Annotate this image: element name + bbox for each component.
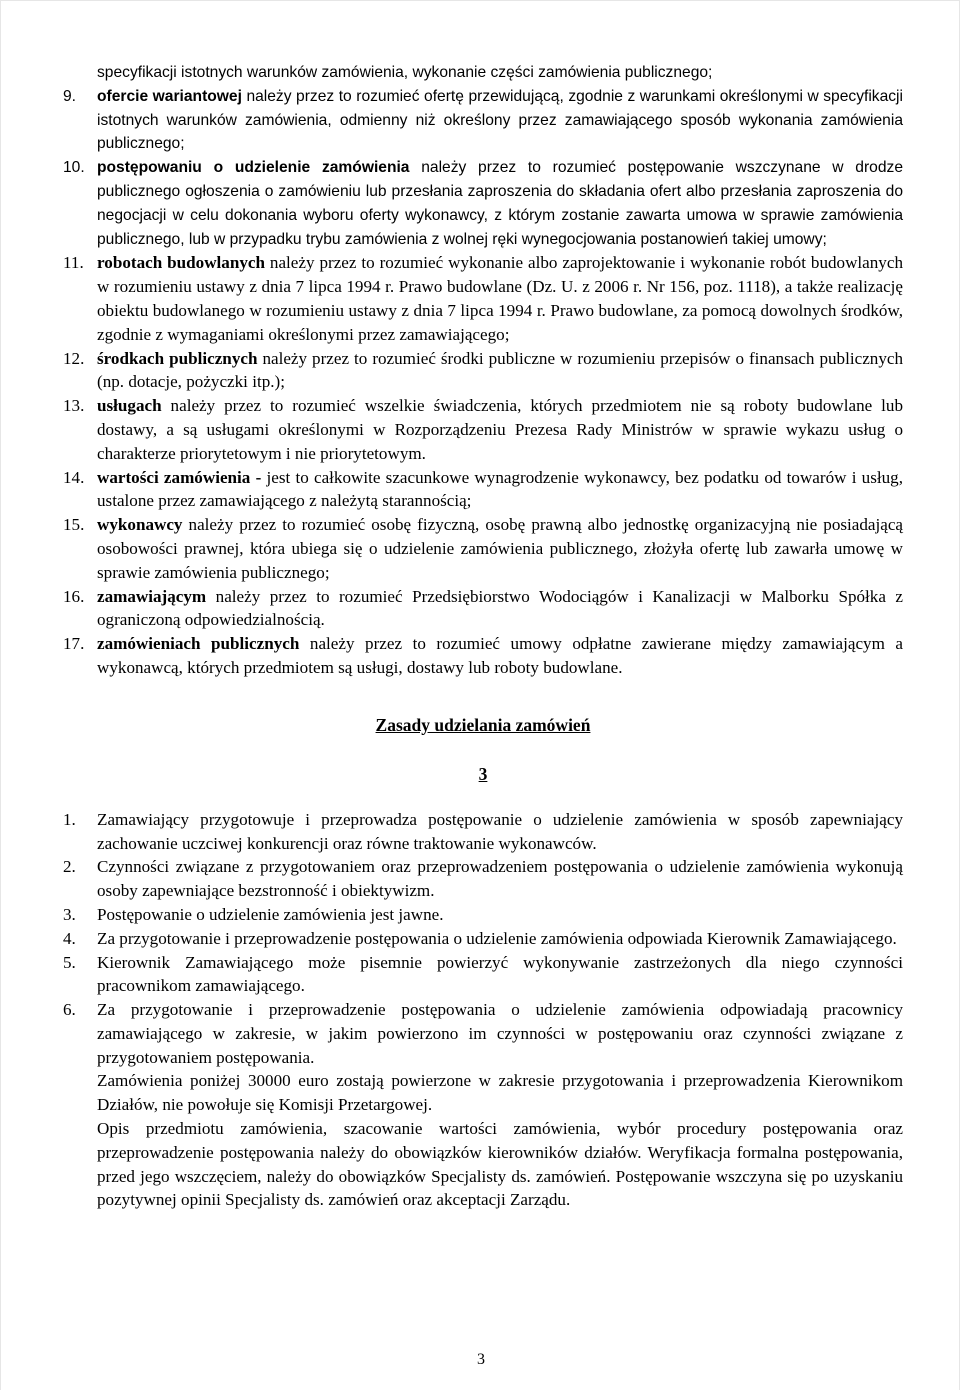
definition-item: 16. zamawiającym należy przez to rozumieć Przedsiębiorstwo Wodociągów i Kanalizacji w Malborku Spółka z ograniczoną odpowiedzialnością.: [63, 586, 903, 630]
rule-item: 4. Za przygotowanie i przeprowadzenie postępowania o udzielenie zamówienia odpowiada Kierownik Zamawiającego.: [63, 927, 903, 951]
definition-item: 9. ofercie wariantowej należy przez to rozumieć ofertę przewidującą, zgodnie z warunkami określonymi w specyfikacji istotnych warunków zamówienia, odmienny niż określony przez zamawiającego sposób wykonania zamówienia publicznego;: [63, 85, 903, 156]
rule-item: 2. Czynności związane z przygotowaniem oraz przeprowadzeniem postępowania o udzielenie zamówienia wykonują osoby zapewniające bezstronność i obiektywizm.: [63, 857, 903, 901]
page-number: 3: [477, 1351, 485, 1368]
defined-term: ofercie wariantowej: [97, 87, 242, 105]
definitions-list: [63, 61, 903, 680]
defined-term: robotach budowlanych: [97, 253, 265, 273]
defined-term: zamówieniach publicznych: [97, 634, 300, 654]
item-number: 16.: [63, 586, 85, 606]
item-number: 2.: [63, 857, 76, 877]
definition-item: 14. wartości zamówienia - jest to całkowite szacunkowe wynagrodzenie wykonawcy, bez podatku od towarów i usług, ustalone przez zamawiającego z należytą starannością;: [63, 467, 903, 511]
item-number: 10.: [63, 159, 85, 177]
rule-item: 1. Zamawiający przygotowuje i przeprowadza postępowanie o udzielenie zamówienia w sposób zapewniający zachowanie uczciwej konkurencji oraz równe traktowanie wykonawców.: [63, 809, 903, 853]
defined-term: usługach: [97, 396, 162, 416]
rule-item: 3. Postępowanie o udzielenie zamówienia jest jawne.: [63, 903, 903, 927]
definition-item: 11. robotach budowlanych należy przez to rozumieć wykonanie albo zaprojektowanie i wykonanie robót budowlanych w rozumieniu ustawy z dnia 7 lipca 1994 r. Prawo budowlane (Dz. U. z 2006 r. Nr 156, poz. 1118), a także realizację obiektu budowlanego w rozumieniu ustawy z dnia 7 lipca 1994 r. Prawo budowlane, za pomocą dowolnych środków, zgodnie z wymaganiami określonymi przez zamawiającego;: [63, 253, 903, 344]
item-number: 3.: [63, 904, 76, 924]
item-number: 12.: [63, 348, 85, 368]
definition-item: 12. środkach publicznych należy przez to rozumieć środki publiczne w rozumieniu przepisów o finansach publicznych (np. dotacje, pożyczki itp.);: [63, 348, 904, 392]
rules-list: [63, 808, 903, 1070]
definition-item: 15. wykonawcy należy przez to rozumieć osobę fizyczną, osobę prawną albo jednostkę organizacyjną nie posiadającą osobowości prawnej, która ubiega się o udzielenie zamówienia publicznego, złożyła ofertę lub zawarła umowę w sprawie zamówienia publicznego;: [63, 515, 903, 582]
item-number: 4.: [63, 928, 76, 948]
section-heading: Zasady udzielania zamówień: [375, 714, 591, 735]
item-number: 15.: [63, 515, 85, 535]
item-number: 1.: [63, 809, 76, 829]
item-number: 9.: [63, 87, 77, 105]
item-number: 17.: [63, 634, 85, 654]
paragraph: Zamówienia poniżej 30000 euro zostają powierzone w zakresie przygotowania i przeprowadzenia Kierownikom Działów, nie powołuje się Komisji Przetargowej.: [97, 1071, 903, 1115]
defined-term: postępowaniu o udzielenie zamówienia: [97, 159, 410, 177]
section-header: [63, 680, 903, 808]
defined-term: wartości zamówienia -: [97, 467, 262, 487]
definition-item: 13. usługach należy przez to rozumieć wszelkie świadczenia, których przedmiotem nie są roboty budowlane lub dostawy, a są usługami określonymi w Rozporządzeniu Prezesa Rady Ministrów w sprawie wykazu usług o charakterze priorytetowym i nie priorytetowym.: [63, 396, 903, 463]
defined-term: zamawiającym: [97, 586, 207, 606]
rule-item: 5. Kierownik Zamawiającego może pisemnie powierzyć wykonywanie zastrzeżonych dla niego czynności pracownikom zamawiającego.: [63, 952, 903, 996]
section-number: 3: [478, 763, 488, 784]
definition-continuation: specyfikacji istotnych warunków zamówienia, wykonanie części zamówienia publicznego;: [97, 64, 713, 81]
rule-item: 6. Za przygotowanie i przeprowadzenie postępowania o udzielenie zamówienia odpowiadają pracownicy zamawiającego w zakresie, w jakim powierzono im czynności w postępowaniu oraz czynności związane z przygotowaniem postępowania.: [63, 1000, 903, 1067]
item-number: 5.: [63, 952, 76, 972]
paragraph: Opis przedmiotu zamówienia, szacowanie wartości zamówienia, wybór procedury postępowania oraz przeprowadzenie postępowania należy do obowiązków kierowników działów. Weryfikacja formalna postępowania, przed jego wszczęciem, należy do obowiązków Specjalisty ds. zamówień. Postępowanie wszczyna się po uzyskaniu pozytywnej opinii Specjalisty ds. zamówień oraz akceptacji Zarządu.: [97, 1119, 903, 1210]
definition-item: 10. postępowaniu o udzielenie zamówienia należy przez to rozumieć postępowanie wszczynane w drodze publicznego ogłoszenia o zamówieniu lub przesłania zaproszenia do składania ofert albo przesłania zaproszenia do negocjacji w celu dokonania wyboru oferty wykonawcy, z którym zostanie zawarta umowa w sprawie zamówienia publicznego, lub w przypadku trybu zamówienia z wolnej ręki wynegocjowania postanowień takiej umowy;: [63, 156, 903, 251]
item-number: 11.: [63, 253, 84, 273]
item-number: 14.: [63, 467, 85, 487]
page-content: [63, 61, 903, 1212]
item-number: 13.: [63, 396, 85, 416]
defined-term: wykonawcy: [97, 515, 183, 535]
item-number: 6.: [63, 1000, 76, 1020]
defined-term: środkach publicznych: [97, 348, 258, 368]
definition-item: 17. zamówieniach publicznych należy przez to rozumieć umowy odpłatne zawierane między zamawiającym a wykonawcą, których przedmiotem są usługi, dostawy lub roboty budowlane.: [63, 634, 903, 677]
